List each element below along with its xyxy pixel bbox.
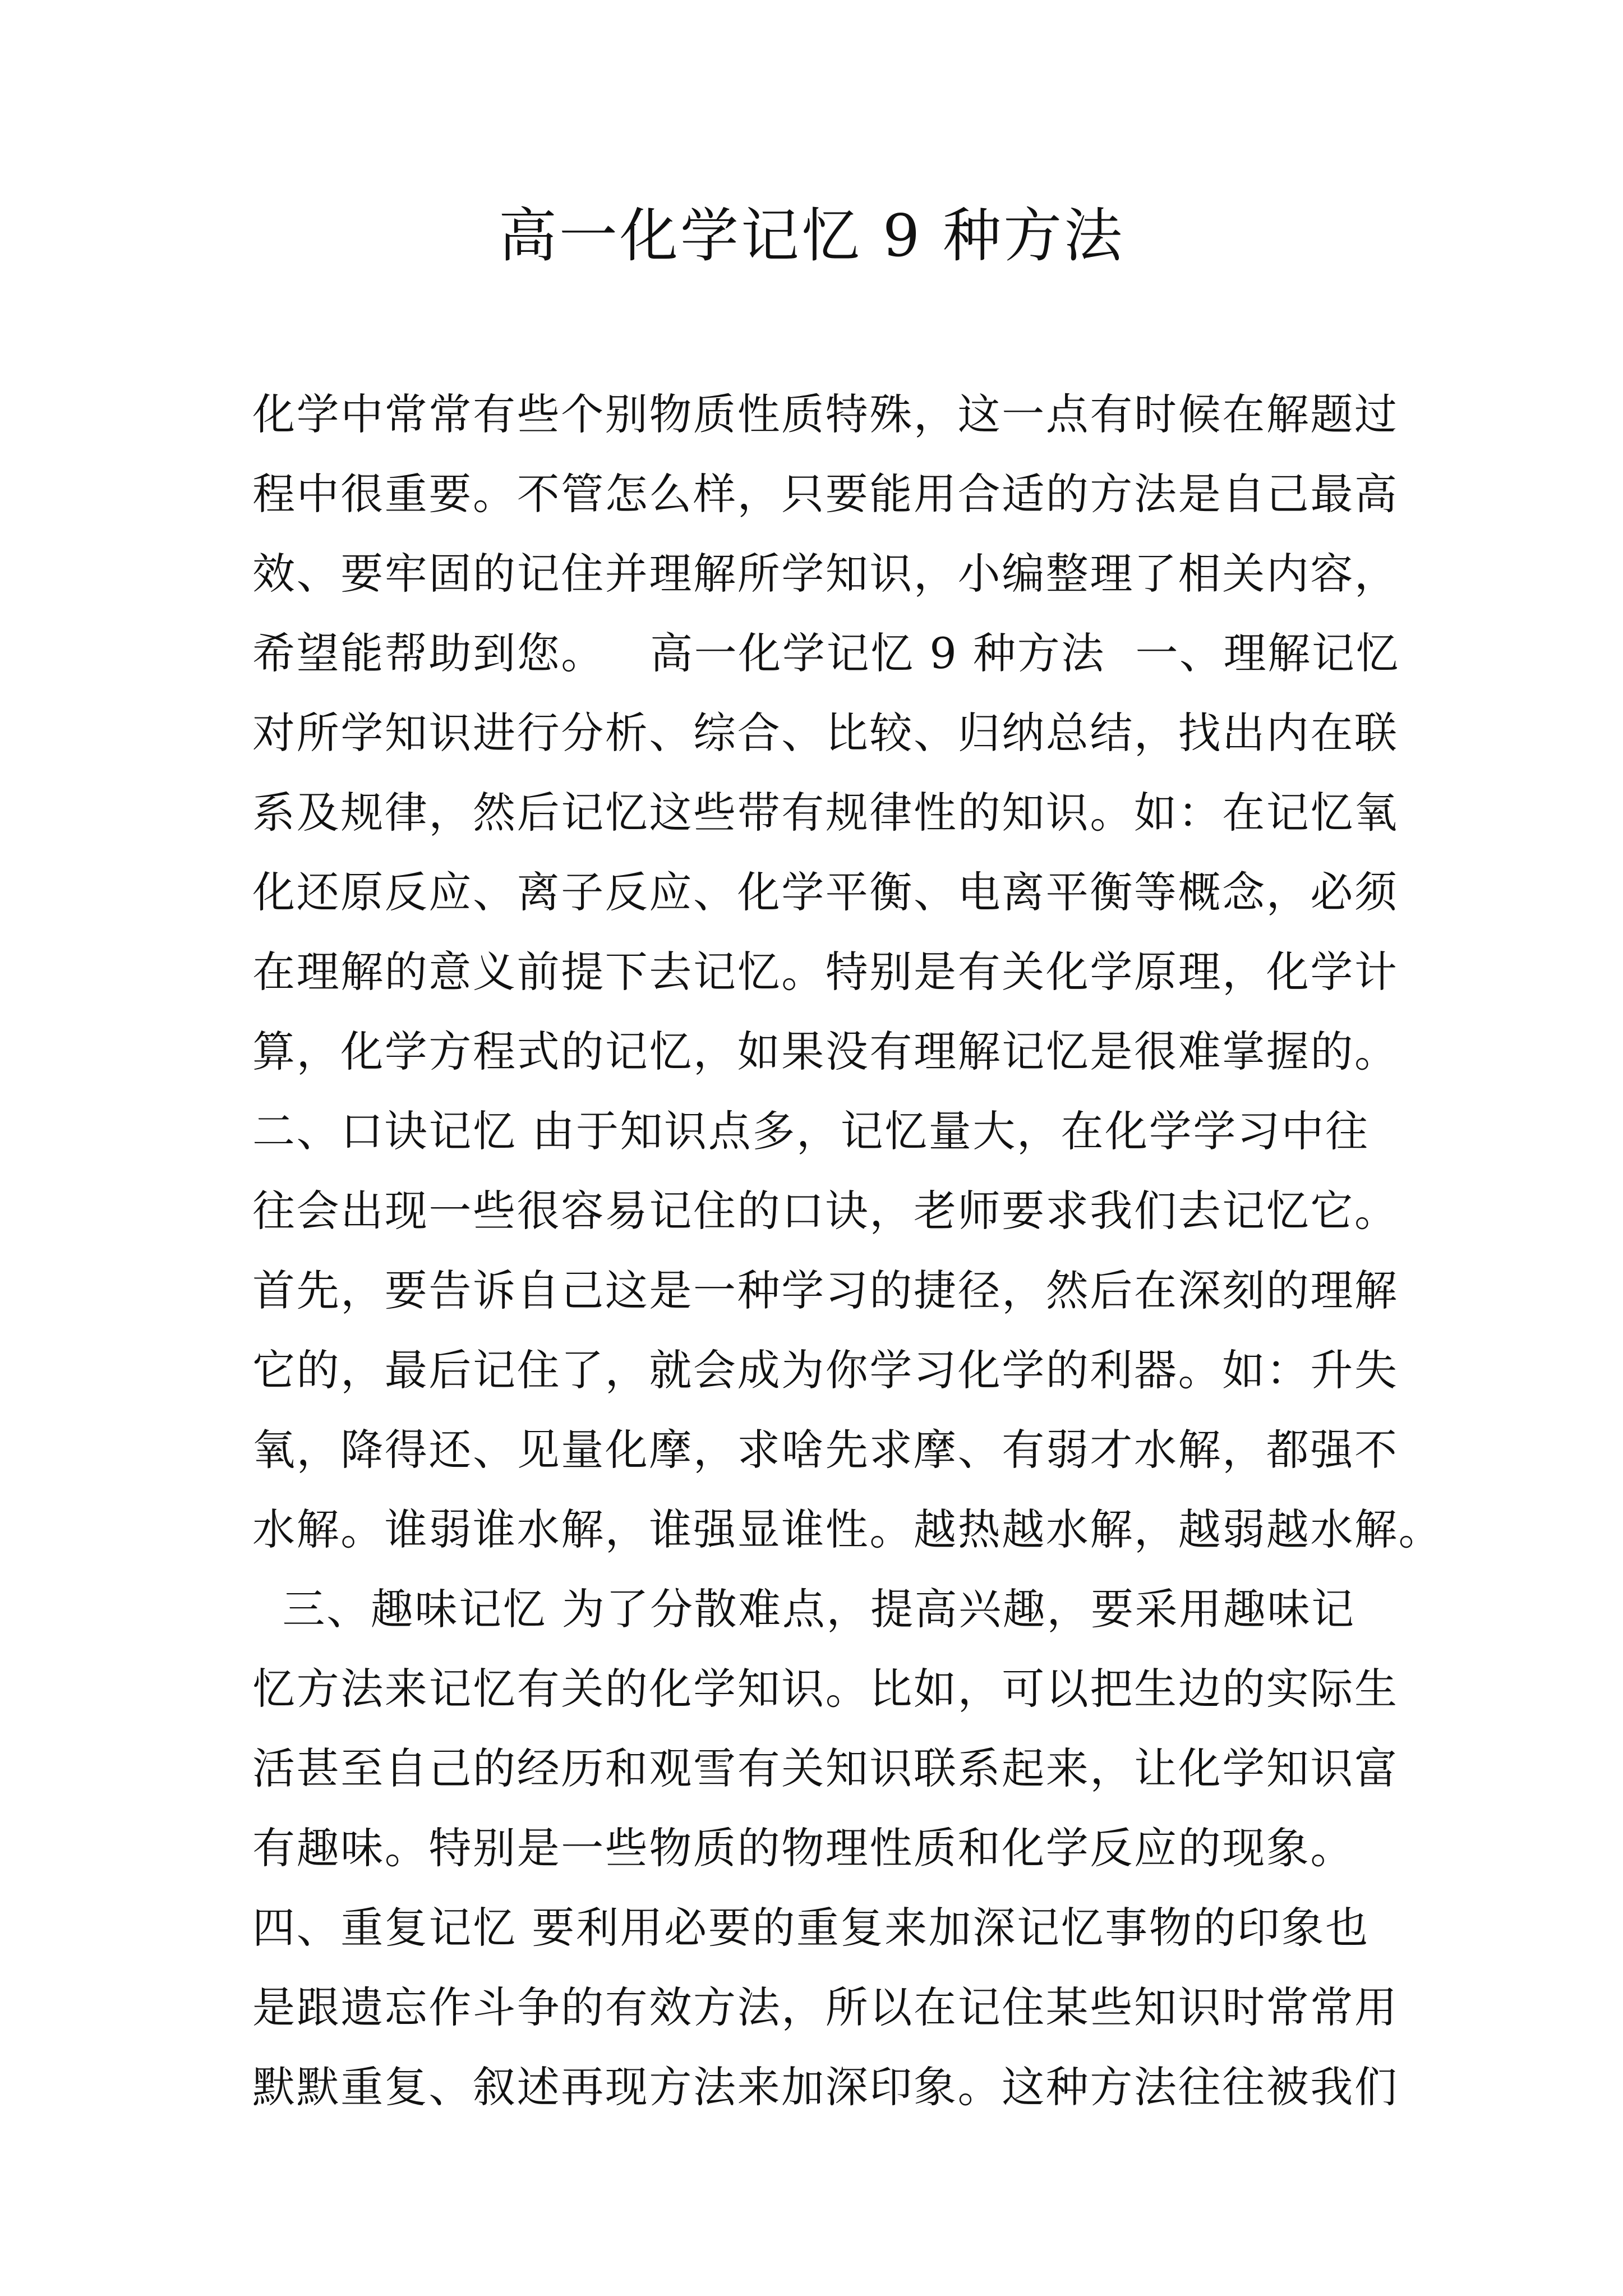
body-line: 活甚至自己的经历和观雪有关知识联系起来，让化学知识富 [252,1743,1399,1793]
document-body [252,375,1443,2127]
body-line: 二、口诀记忆 由于知识点多，记忆量大，在化学学习中往 [252,1106,1370,1156]
body-line: 系及规律，然后记忆这些带有规律性的知识。如：在记忆氧 [252,788,1399,838]
body-line: 对所学知识进行分析、综合、比较、归纳总结，找出内在联 [252,708,1399,758]
body-line: 效、要牢固的记住并理解所学知识，小编整理了相关内容， [252,549,1399,599]
body-line: 默默重复、叙述再现方法来加深印象。这种方法往往被我们 [252,2062,1399,2112]
body-line: 程中很重要。不管怎么样，只要能用合适的方法是自己最高 [252,469,1399,519]
body-line: 忆方法来记忆有关的化学知识。比如，可以把生边的实际生 [252,1664,1399,1714]
body-line: 化学中常常有些个别物质性质特殊，这一点有时候在解题过 [252,389,1399,439]
body-line: 算，化学方程式的记忆，如果没有理解记忆是很难掌握的。 [252,1027,1399,1076]
body-line: 是跟遗忘作斗争的有效方法，所以在记住某些知识时常常用 [252,1982,1399,2032]
body-line: 往会出现一些很容易记住的口诀，老师要求我们去记忆它。 [252,1186,1399,1236]
document-title: 高一化学记忆 9 种方法 [498,201,1125,270]
body-line: 氧，降得还、见量化摩，求啥先求摩、有弱才水解，都强不 [252,1425,1399,1475]
body-line: 在理解的意义前提下去记忆。特别是有关化学原理，化学计 [252,947,1399,997]
body-line: 化还原反应、离子反应、化学平衡、电离平衡等概念，必须 [252,867,1399,917]
body-line: 首先，要告诉自己这是一种学习的捷径，然后在深刻的理解 [252,1266,1399,1315]
body-line: 四、重复记忆 要利用必要的重复来加深记忆事物的印象也 [252,1903,1370,1953]
body-line: 它的，最后记住了，就会成为你学习化学的利器。如：升失 [252,1345,1399,1395]
body-line: 有趣味。特别是一些物质的物理性质和化学反应的现象。 [252,1823,1354,1873]
body-line: 水解。谁弱谁水解，谁强显谁性。越热越水解，越弱越水解。 [252,1504,1443,1554]
body-line: 希望能帮助到您。 高一化学记忆 9 种方法 一、理解记忆 [252,628,1400,678]
body-line: 三、趣味记忆 为了分散难点，提高兴趣，要采用趣味记 [252,1584,1355,1634]
